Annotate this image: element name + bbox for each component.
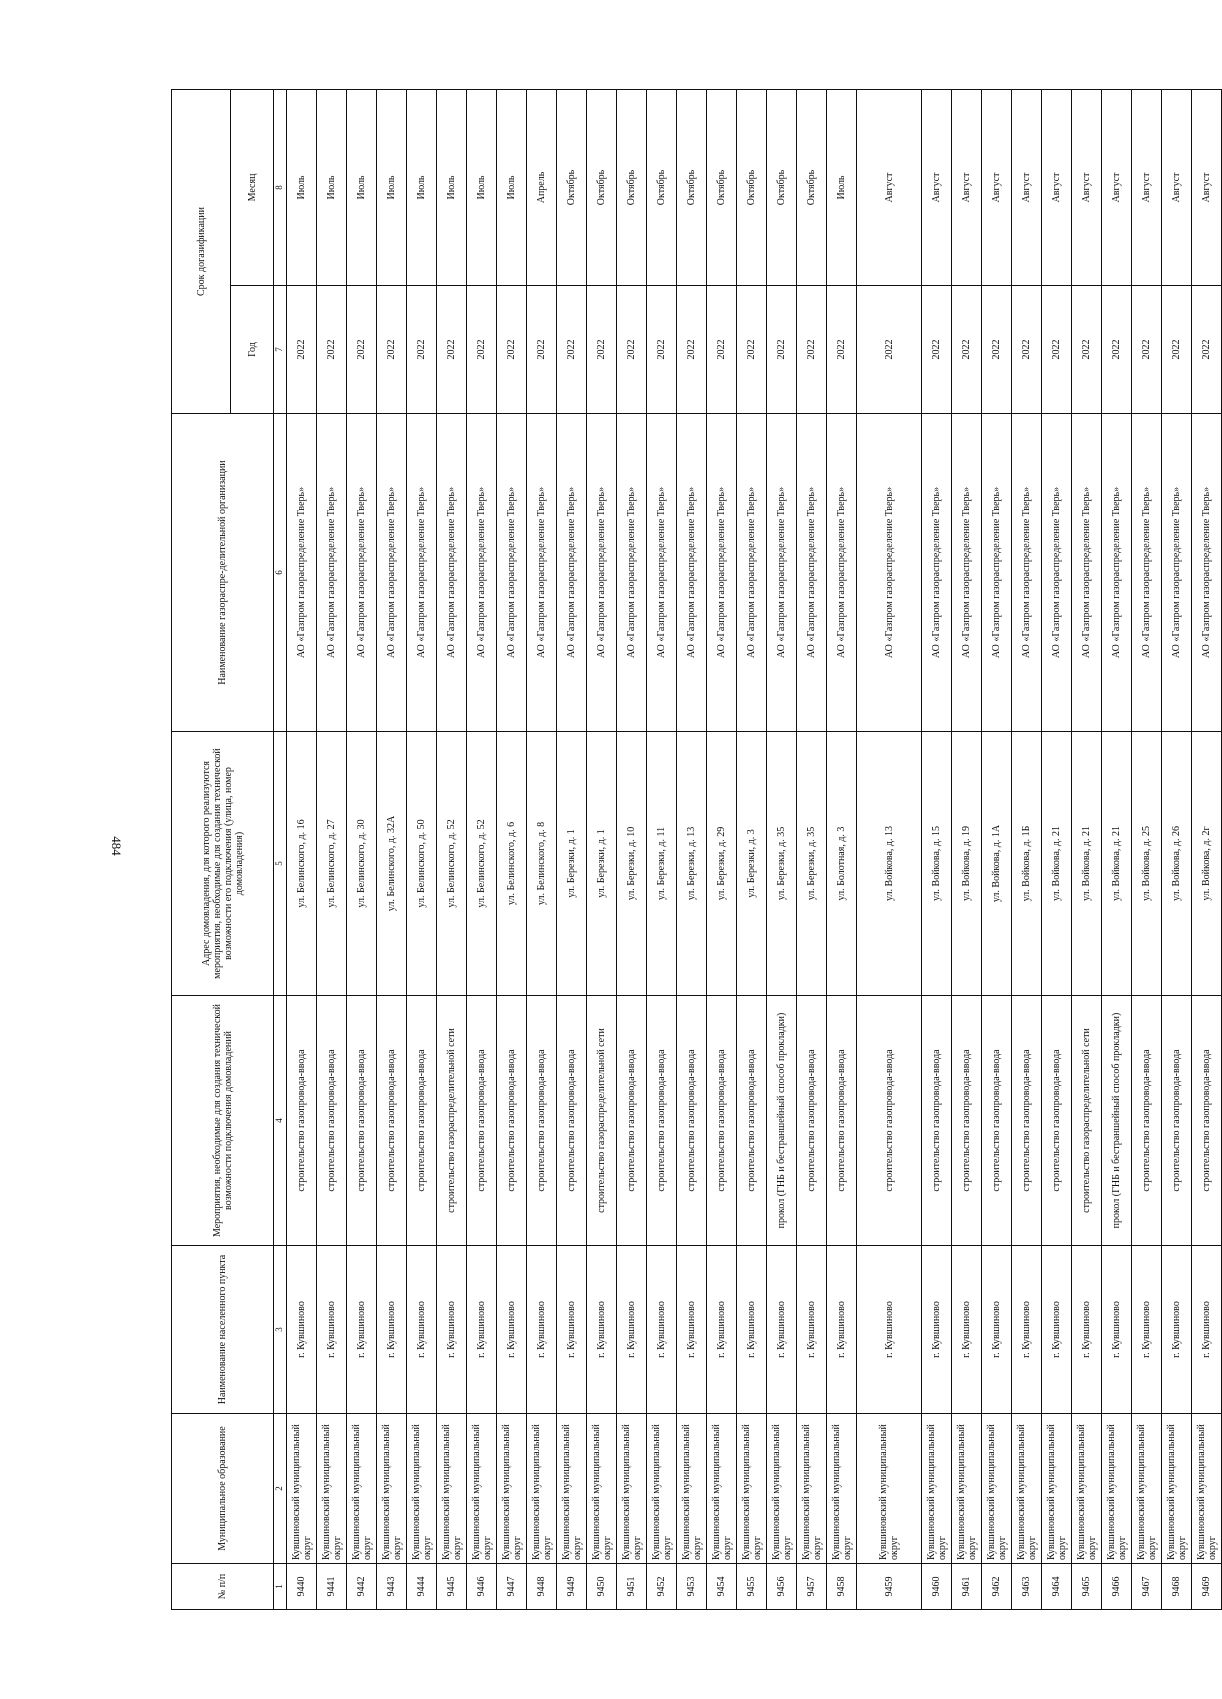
year-cell: 2022 [1132, 286, 1162, 414]
table-row [347, 90, 377, 1610]
month-cell: Июль [827, 90, 857, 286]
column-number: 8 [274, 90, 287, 286]
row-number-cell: 9442 [347, 1564, 377, 1610]
table-row [767, 90, 797, 1610]
measure-cell: строительство газопровода-ввода [527, 996, 557, 1246]
organization-cell: АО «Газпром газораспределение Тверь» [587, 414, 617, 732]
address-cell: ул. Войкова, д. 1Б [1012, 732, 1042, 996]
year-cell: 2022 [1102, 286, 1132, 414]
rotated-table-container [171, 90, 1218, 1610]
settlement-cell: г. Кувшиново [677, 1246, 707, 1414]
month-cell: Август [1012, 90, 1042, 286]
year-cell: 2022 [527, 286, 557, 414]
address-cell: ул. Березки, д. 1 [557, 732, 587, 996]
settlement-cell: г. Кувшиново [527, 1246, 557, 1414]
municipality-cell: Кувшиновский муниципальный округ [1042, 1414, 1072, 1564]
settlement-cell: г. Кувшиново [467, 1246, 497, 1414]
measure-cell: строительство газопровода-ввода [407, 996, 437, 1246]
row-number-cell: 9440 [287, 1564, 317, 1610]
table-row [737, 90, 767, 1610]
table-row [952, 90, 982, 1610]
organization-cell: АО «Газпром газораспределение Тверь» [857, 414, 922, 732]
organization-cell: АО «Газпром газораспределение Тверь» [497, 414, 527, 732]
organization-cell: АО «Газпром газораспределение Тверь» [287, 414, 317, 732]
table-row [557, 90, 587, 1610]
address-cell: ул. Березки, д. 11 [647, 732, 677, 996]
municipality-cell: Кувшиновский муниципальный округ [317, 1414, 347, 1564]
measure-cell: строительство газопровода-ввода [497, 996, 527, 1246]
measure-cell: строительство газопровода-ввода [922, 996, 952, 1246]
settlement-cell: г. Кувшиново [557, 1246, 587, 1414]
municipality-cell: Кувшиновский муниципальный округ [347, 1414, 377, 1564]
municipality-cell: Кувшиновский муниципальный округ [1072, 1414, 1102, 1564]
table-row [1132, 90, 1162, 1610]
column-number: 2 [274, 1414, 287, 1564]
address-cell: ул. Войкова, д. 13 [857, 732, 922, 996]
table-row [922, 90, 952, 1610]
organization-cell: АО «Газпром газораспределение Тверь» [1192, 414, 1222, 732]
row-number-cell: 9454 [707, 1564, 737, 1610]
address-cell: ул. Белинского, д. 27 [317, 732, 347, 996]
measure-cell: строительство газопровода-ввода [617, 996, 647, 1246]
month-cell: Июль [497, 90, 527, 286]
column-number: 5 [274, 732, 287, 996]
settlement-cell: г. Кувшиново [347, 1246, 377, 1414]
organization-cell: АО «Газпром газораспределение Тверь» [317, 414, 347, 732]
settlement-cell: г. Кувшиново [1132, 1246, 1162, 1414]
table-row [437, 90, 467, 1610]
measure-cell: строительство газопровода-ввода [707, 996, 737, 1246]
address-cell: ул. Белинского, д. 52 [467, 732, 497, 996]
column-number: 3 [274, 1246, 287, 1414]
measure-cell: строительство газопровода-ввода [1012, 996, 1042, 1246]
year-cell: 2022 [982, 286, 1012, 414]
table-body [287, 90, 1222, 1610]
address-cell: ул. Березки, д. 3 [737, 732, 767, 996]
row-number-cell: 9458 [827, 1564, 857, 1610]
table-row [467, 90, 497, 1610]
header-organization: Наименование газораспре-делительной организации [172, 414, 274, 732]
column-number: 1 [274, 1564, 287, 1610]
address-cell: ул. Войкова, д. 25 [1132, 732, 1162, 996]
organization-cell: АО «Газпром газораспределение Тверь» [1102, 414, 1132, 732]
municipality-cell: Кувшиновский муниципальный округ [617, 1414, 647, 1564]
row-number-cell: 9448 [527, 1564, 557, 1610]
year-cell: 2022 [287, 286, 317, 414]
measure-cell: прокол (ГНБ и бестраншейный способ прокладки) [767, 996, 797, 1246]
year-cell: 2022 [1012, 286, 1042, 414]
row-number-cell: 9452 [647, 1564, 677, 1610]
settlement-cell: г. Кувшиново [1162, 1246, 1192, 1414]
address-cell: ул. Войкова, д. 2г [1192, 732, 1222, 996]
settlement-cell: г. Кувшиново [317, 1246, 347, 1414]
month-cell: Июль [437, 90, 467, 286]
measure-cell: строительство газопровода-ввода [1162, 996, 1192, 1246]
municipality-cell: Кувшиновский муниципальный округ [767, 1414, 797, 1564]
municipality-cell: Кувшиновский муниципальный округ [1192, 1414, 1222, 1564]
municipality-cell: Кувшиновский муниципальный округ [1102, 1414, 1132, 1564]
month-cell: Октябрь [617, 90, 647, 286]
gasification-table [171, 89, 1222, 1610]
month-cell: Август [1132, 90, 1162, 286]
table-row [287, 90, 317, 1610]
row-number-cell: 9444 [407, 1564, 437, 1610]
month-cell: Август [1072, 90, 1102, 286]
row-number-cell: 9445 [437, 1564, 467, 1610]
address-cell: ул. Белинского, д. 32А [377, 732, 407, 996]
year-cell: 2022 [857, 286, 922, 414]
row-number-cell: 9456 [767, 1564, 797, 1610]
municipality-cell: Кувшиновский муниципальный округ [677, 1414, 707, 1564]
year-cell: 2022 [647, 286, 677, 414]
year-cell: 2022 [827, 286, 857, 414]
measure-cell: строительство газопровода-ввода [827, 996, 857, 1246]
measure-cell: строительство газопровода-ввода [1042, 996, 1072, 1246]
settlement-cell: г. Кувшиново [1042, 1246, 1072, 1414]
settlement-cell: г. Кувшиново [587, 1246, 617, 1414]
month-cell: Август [857, 90, 922, 286]
month-cell: Октябрь [677, 90, 707, 286]
month-cell: Октябрь [767, 90, 797, 286]
address-cell: ул. Белинского, д. 6 [497, 732, 527, 996]
settlement-cell: г. Кувшиново [497, 1246, 527, 1414]
settlement-cell: г. Кувшиново [827, 1246, 857, 1414]
header-address: Адрес домовладения, для которого реализуются мероприятия, необходимые для создания технической возможности его подключения (улица, номер домовладения) [172, 732, 274, 996]
measure-cell: строительство газопровода-ввода [982, 996, 1012, 1246]
month-cell: Август [1162, 90, 1192, 286]
month-cell: Апрель [527, 90, 557, 286]
municipality-cell: Кувшиновский муниципальный округ [982, 1414, 1012, 1564]
row-number-cell: 9446 [467, 1564, 497, 1610]
column-number: 4 [274, 996, 287, 1246]
municipality-cell: Кувшиновский муниципальный округ [1132, 1414, 1162, 1564]
municipality-cell: Кувшиновский муниципальный округ [407, 1414, 437, 1564]
municipality-cell: Кувшиновский муниципальный округ [527, 1414, 557, 1564]
table-row [617, 90, 647, 1610]
settlement-cell: г. Кувшиново [287, 1246, 317, 1414]
municipality-cell: Кувшиновский муниципальный округ [437, 1414, 467, 1564]
year-cell: 2022 [617, 286, 647, 414]
settlement-cell: г. Кувшиново [737, 1246, 767, 1414]
header-measures: Мероприятия, необходимые для создания технической возможности подключения домовладений [172, 996, 274, 1246]
header-settlement: Наименование населенного пункта [172, 1246, 274, 1414]
settlement-cell: г. Кувшиново [377, 1246, 407, 1414]
year-cell: 2022 [557, 286, 587, 414]
settlement-cell: г. Кувшиново [617, 1246, 647, 1414]
month-cell: Август [952, 90, 982, 286]
table-row [707, 90, 737, 1610]
settlement-cell: г. Кувшиново [767, 1246, 797, 1414]
table-row [497, 90, 527, 1610]
year-cell: 2022 [677, 286, 707, 414]
measure-cell: строительство газопровода-ввода [647, 996, 677, 1246]
row-number-cell: 9464 [1042, 1564, 1072, 1610]
row-number-cell: 9449 [557, 1564, 587, 1610]
row-number-cell: 9459 [857, 1564, 922, 1610]
address-cell: ул. Березки, д. 35 [797, 732, 827, 996]
table-row [1102, 90, 1132, 1610]
month-cell: Октябрь [557, 90, 587, 286]
organization-cell: АО «Газпром газораспределение Тверь» [797, 414, 827, 732]
table-row [647, 90, 677, 1610]
year-cell: 2022 [1042, 286, 1072, 414]
row-number-cell: 9453 [677, 1564, 707, 1610]
municipality-cell: Кувшиновский муниципальный округ [557, 1414, 587, 1564]
address-cell: ул. Войкова, д. 26 [1162, 732, 1192, 996]
row-number-cell: 9447 [497, 1564, 527, 1610]
year-cell: 2022 [497, 286, 527, 414]
organization-cell: АО «Газпром газораспределение Тверь» [467, 414, 497, 732]
address-cell: ул. Войкова, д. 21 [1102, 732, 1132, 996]
municipality-cell: Кувшиновский муниципальный округ [287, 1414, 317, 1564]
address-cell: ул. Белинского, д. 30 [347, 732, 377, 996]
measure-cell: строительство газопровода-ввода [857, 996, 922, 1246]
address-cell: ул. Войкова, д. 15 [922, 732, 952, 996]
municipality-cell: Кувшиновский муниципальный округ [737, 1414, 767, 1564]
month-cell: Октябрь [707, 90, 737, 286]
address-cell: ул. Войкова, д. 21 [1072, 732, 1102, 996]
organization-cell: АО «Газпром газораспределение Тверь» [1012, 414, 1042, 732]
row-number-cell: 9463 [1012, 1564, 1042, 1610]
year-cell: 2022 [467, 286, 497, 414]
settlement-cell: г. Кувшиново [1072, 1246, 1102, 1414]
municipality-cell: Кувшиновский муниципальный округ [827, 1414, 857, 1564]
measure-cell: строительство газопровода-ввода [317, 996, 347, 1246]
table-row [1162, 90, 1192, 1610]
row-number-cell: 9465 [1072, 1564, 1102, 1610]
municipality-cell: Кувшиновский муниципальный округ [377, 1414, 407, 1564]
column-number: 7 [274, 286, 287, 414]
organization-cell: АО «Газпром газораспределение Тверь» [952, 414, 982, 732]
address-cell: ул. Березки, д. 1 [587, 732, 617, 996]
settlement-cell: г. Кувшиново [407, 1246, 437, 1414]
settlement-cell: г. Кувшиново [982, 1246, 1012, 1414]
organization-cell: АО «Газпром газораспределение Тверь» [347, 414, 377, 732]
municipality-cell: Кувшиновский муниципальный округ [497, 1414, 527, 1564]
address-cell: ул. Березки, д. 29 [707, 732, 737, 996]
month-cell: Август [1042, 90, 1072, 286]
organization-cell: АО «Газпром газораспределение Тверь» [1132, 414, 1162, 732]
measure-cell: строительство газораспределительной сети [437, 996, 467, 1246]
table-row [587, 90, 617, 1610]
organization-cell: АО «Газпром газораспределение Тверь» [617, 414, 647, 732]
organization-cell: АО «Газпром газораспределение Тверь» [377, 414, 407, 732]
header-municipality: Муниципальное образование [172, 1414, 274, 1564]
settlement-cell: г. Кувшиново [707, 1246, 737, 1414]
year-cell: 2022 [587, 286, 617, 414]
table-row [1042, 90, 1072, 1610]
year-cell: 2022 [407, 286, 437, 414]
municipality-cell: Кувшиновский муниципальный округ [857, 1414, 922, 1564]
header-month: Месяц [231, 90, 274, 286]
year-cell: 2022 [377, 286, 407, 414]
table-row [827, 90, 857, 1610]
table-row [1012, 90, 1042, 1610]
year-cell: 2022 [922, 286, 952, 414]
page-number: 484 [108, 836, 124, 856]
table-row [677, 90, 707, 1610]
month-cell: Июль [407, 90, 437, 286]
header-deadline-group: Срок догазификации [172, 90, 231, 414]
measure-cell: строительство газораспределительной сети [587, 996, 617, 1246]
table-row [527, 90, 557, 1610]
month-cell: Октябрь [797, 90, 827, 286]
month-cell: Июль [377, 90, 407, 286]
measure-cell: строительство газопровода-ввода [557, 996, 587, 1246]
header-year: Год [231, 286, 274, 414]
organization-cell: АО «Газпром газораспределение Тверь» [1042, 414, 1072, 732]
organization-cell: АО «Газпром газораспределение Тверь» [407, 414, 437, 732]
organization-cell: АО «Газпром газораспределение Тверь» [737, 414, 767, 732]
column-number-row [274, 90, 287, 1610]
organization-cell: АО «Газпром газораспределение Тверь» [922, 414, 952, 732]
year-cell: 2022 [797, 286, 827, 414]
address-cell: ул. Белинского, д. 52 [437, 732, 467, 996]
month-cell: Июль [287, 90, 317, 286]
year-cell: 2022 [317, 286, 347, 414]
year-cell: 2022 [1072, 286, 1102, 414]
municipality-cell: Кувшиновский муниципальный округ [1012, 1414, 1042, 1564]
row-number-cell: 9457 [797, 1564, 827, 1610]
measure-cell: строительство газопровода-ввода [677, 996, 707, 1246]
municipality-cell: Кувшиновский муниципальный округ [647, 1414, 677, 1564]
settlement-cell: г. Кувшиново [437, 1246, 467, 1414]
organization-cell: АО «Газпром газораспределение Тверь» [647, 414, 677, 732]
address-cell: ул. Войкова, д. 19 [952, 732, 982, 996]
settlement-cell: г. Кувшиново [647, 1246, 677, 1414]
organization-cell: АО «Газпром газораспределение Тверь» [527, 414, 557, 732]
address-cell: ул. Березки, д. 10 [617, 732, 647, 996]
row-number-cell: 9469 [1192, 1564, 1222, 1610]
table-row [1192, 90, 1222, 1610]
row-number-cell: 9441 [317, 1564, 347, 1610]
organization-cell: АО «Газпром газораспределение Тверь» [767, 414, 797, 732]
measure-cell: строительство газопровода-ввода [377, 996, 407, 1246]
month-cell: Июль [347, 90, 377, 286]
organization-cell: АО «Газпром газораспределение Тверь» [677, 414, 707, 732]
month-cell: Июль [317, 90, 347, 286]
address-cell: ул. Болотная, д. 3 [827, 732, 857, 996]
settlement-cell: г. Кувшиново [797, 1246, 827, 1414]
year-cell: 2022 [1162, 286, 1192, 414]
month-cell: Октябрь [647, 90, 677, 286]
measure-cell: строительство газопровода-ввода [737, 996, 767, 1246]
row-number-cell: 9455 [737, 1564, 767, 1610]
year-cell: 2022 [347, 286, 377, 414]
column-number: 6 [274, 414, 287, 732]
address-cell: ул. Войкова, д. 1А [982, 732, 1012, 996]
year-cell: 2022 [1192, 286, 1222, 414]
row-number-cell: 9461 [952, 1564, 982, 1610]
settlement-cell: г. Кувшиново [1012, 1246, 1042, 1414]
settlement-cell: г. Кувшиново [857, 1246, 922, 1414]
measure-cell: строительство газопровода-ввода [287, 996, 317, 1246]
settlement-cell: г. Кувшиново [922, 1246, 952, 1414]
month-cell: Октябрь [737, 90, 767, 286]
municipality-cell: Кувшиновский муниципальный округ [952, 1414, 982, 1564]
row-number-cell: 9450 [587, 1564, 617, 1610]
organization-cell: АО «Газпром газораспределение Тверь» [1072, 414, 1102, 732]
year-cell: 2022 [707, 286, 737, 414]
row-number-cell: 9467 [1132, 1564, 1162, 1610]
measure-cell: строительство газопровода-ввода [1192, 996, 1222, 1246]
row-number-cell: 9462 [982, 1564, 1012, 1610]
table-row [857, 90, 922, 1610]
row-number-cell: 9468 [1162, 1564, 1192, 1610]
municipality-cell: Кувшиновский муниципальный округ [922, 1414, 952, 1564]
row-number-cell: 9460 [922, 1564, 952, 1610]
organization-cell: АО «Газпром газораспределение Тверь» [1162, 414, 1192, 732]
organization-cell: АО «Газпром газораспределение Тверь» [557, 414, 587, 732]
settlement-cell: г. Кувшиново [1102, 1246, 1132, 1414]
month-cell: Август [1102, 90, 1132, 286]
table-row [1072, 90, 1102, 1610]
address-cell: ул. Березки, д. 35 [767, 732, 797, 996]
table-row [407, 90, 437, 1610]
table-row [797, 90, 827, 1610]
municipality-cell: Кувшиновский муниципальный округ [707, 1414, 737, 1564]
year-cell: 2022 [437, 286, 467, 414]
table-row [982, 90, 1012, 1610]
row-number-cell: 9466 [1102, 1564, 1132, 1610]
table-row [377, 90, 407, 1610]
year-cell: 2022 [737, 286, 767, 414]
address-cell: ул. Белинского, д. 50 [407, 732, 437, 996]
municipality-cell: Кувшиновский муниципальный округ [587, 1414, 617, 1564]
month-cell: Август [922, 90, 952, 286]
measure-cell: строительство газопровода-ввода [952, 996, 982, 1246]
measure-cell: строительство газопровода-ввода [467, 996, 497, 1246]
organization-cell: АО «Газпром газораспределение Тверь» [827, 414, 857, 732]
table-row [317, 90, 347, 1610]
measure-cell: прокол (ГНБ и бестраншейный способ прокладки) [1102, 996, 1132, 1246]
municipality-cell: Кувшиновский муниципальный округ [1162, 1414, 1192, 1564]
month-cell: Август [1192, 90, 1222, 286]
organization-cell: АО «Газпром газораспределение Тверь» [437, 414, 467, 732]
measure-cell: строительство газораспределительной сети [1072, 996, 1102, 1246]
settlement-cell: г. Кувшиново [1192, 1246, 1222, 1414]
month-cell: Август [982, 90, 1012, 286]
address-cell: ул. Березки, д. 13 [677, 732, 707, 996]
measure-cell: строительство газопровода-ввода [347, 996, 377, 1246]
organization-cell: АО «Газпром газораспределение Тверь» [707, 414, 737, 732]
organization-cell: АО «Газпром газораспределение Тверь» [982, 414, 1012, 732]
address-cell: ул. Белинского, д. 8 [527, 732, 557, 996]
municipality-cell: Кувшиновский муниципальный округ [467, 1414, 497, 1564]
address-cell: ул. Белинского, д. 16 [287, 732, 317, 996]
measure-cell: строительство газопровода-ввода [797, 996, 827, 1246]
municipality-cell: Кувшиновский муниципальный округ [797, 1414, 827, 1564]
row-number-cell: 9451 [617, 1564, 647, 1610]
month-cell: Июль [467, 90, 497, 286]
settlement-cell: г. Кувшиново [952, 1246, 982, 1414]
month-cell: Октябрь [587, 90, 617, 286]
year-cell: 2022 [767, 286, 797, 414]
row-number-cell: 9443 [377, 1564, 407, 1610]
year-cell: 2022 [952, 286, 982, 414]
header-num: № п/п [172, 1564, 274, 1610]
address-cell: ул. Войкова, д. 21 [1042, 732, 1072, 996]
measure-cell: строительство газопровода-ввода [1132, 996, 1162, 1246]
